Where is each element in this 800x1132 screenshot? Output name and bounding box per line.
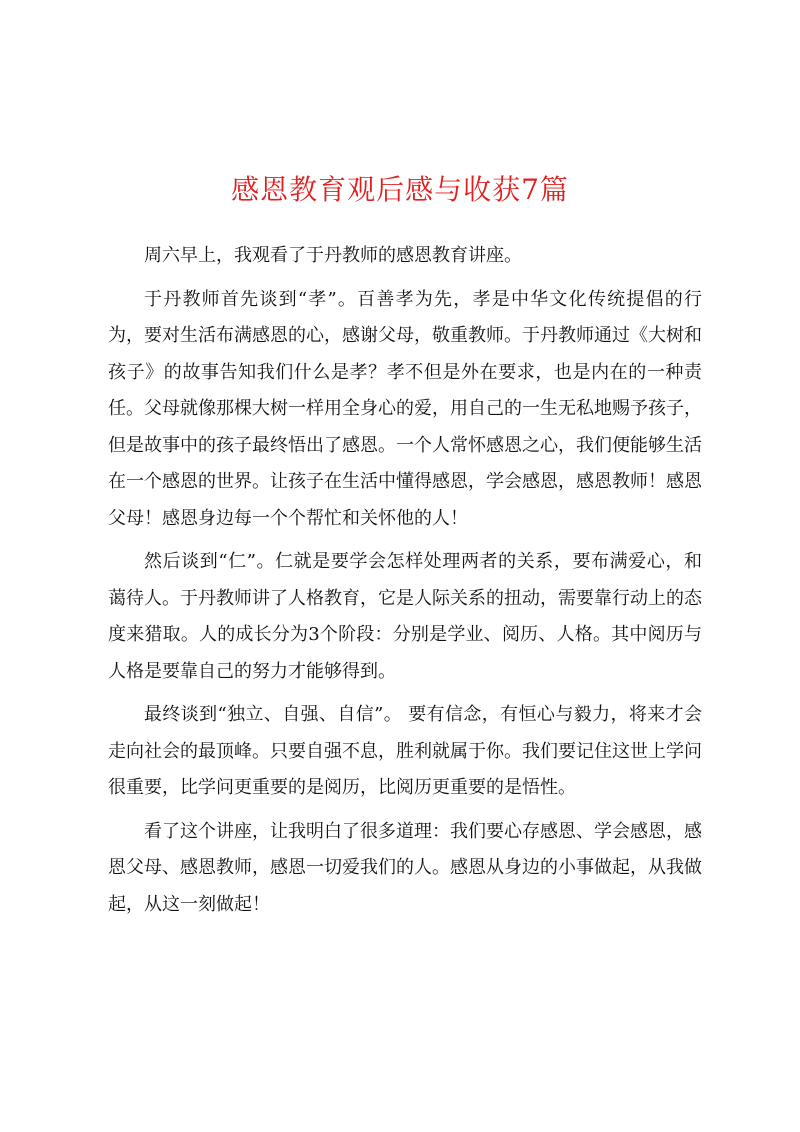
document-body: [108, 238, 702, 930]
paragraph-1: 周六早上，我观看了于丹教师的感恩教育讲座。: [144, 245, 522, 266]
paragraph-5: 看了这个讲座，让我明白了很多道理：我们要心存感恩、学会感恩，感恩父母、感恩教师，感恩一切爱我们的人。感恩从身边的小事做起，从我做起，从这一刻做起！: [108, 820, 702, 915]
document-title: 感恩教育观后感与收获7篇: [231, 173, 569, 206]
paragraph-4: 最终谈到“独立、自强、自信”。 要有信念，有恒心与毅力，将来才会走向社会的最顶峰。只要自强不息，胜利就属于你。我们要记住这世上学问很重要，比学问更重要的是阅历，比阅历更重要的是悟性。: [108, 704, 702, 798]
paragraph-3: 然后谈到“仁”。仁就是要学会怎样处理两者的关系，要布满爱心，和蔼待人。于丹教师讲了人格教育，它是人际关系的扭动，需要靠行动上的态度来猎取。人的成长分为3个阶段：分别是学业、阅历、人格。其中阅历与人格是要靠自己的努力才能够得到。: [108, 551, 702, 682]
paragraph-2: 于丹教师首先谈到“孝”。百善孝为先，孝是中华文化传统提倡的行为，要对生活布满感恩的心，感谢父母，敬重教师。于丹教师通过《大树和孩子》的故事告知我们什么是孝？孝不但是外在要求，也是内在的一种责任。父母就像那棵大树一样用全身心的爱，用自己的一生无私地赐予孩子，但是故事中的孩子最终悟出了感恩。一个人常怀感恩之心，我们便能够生活在一个感恩的世界。让孩子在生活中懂得感恩，学会感恩，感恩教师！感恩父母！感恩身边每一个个帮忙和关怀他的人！: [108, 288, 702, 529]
